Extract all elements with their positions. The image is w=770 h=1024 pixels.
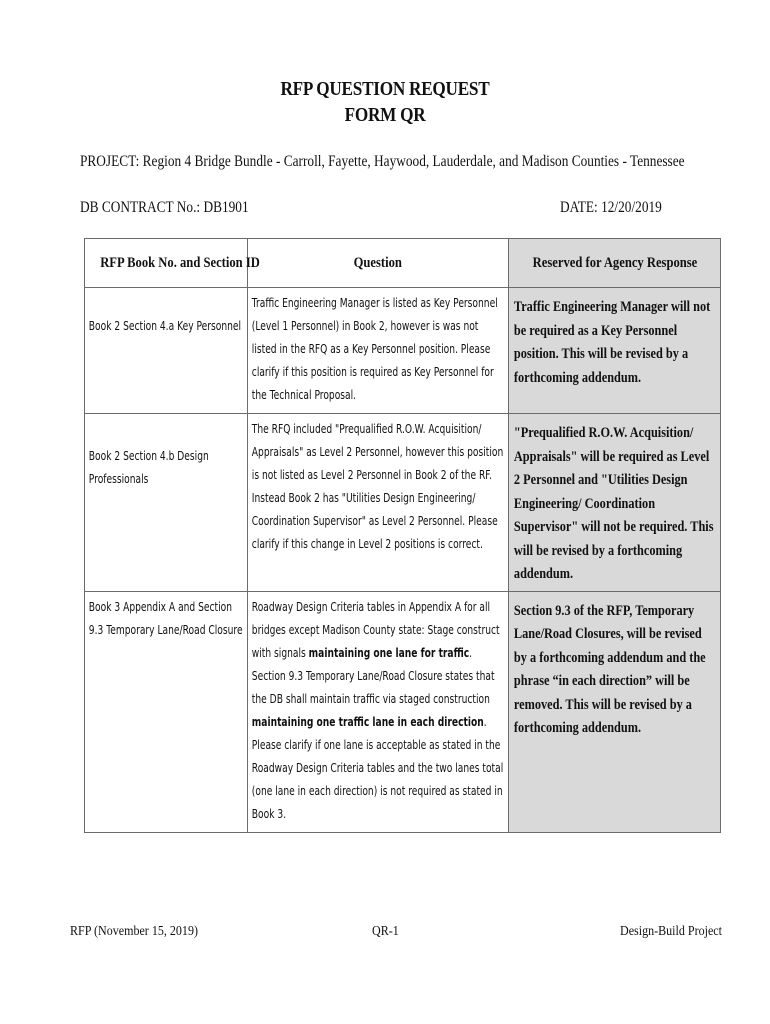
question-cell: The RFQ included "Prequalified R.O.W. Acquisition/ Appraisals" as Level 2 Personnel, however this position is not listed as Level 2 Personnel in Book 2 of the RF. Instead Book 2 has "Utilities Design Engineering/ Coordination Supervisor" as Level 2 Personnel. Please clarify if this change in Level 2 positions is correct.	[248, 414, 509, 592]
form-title-line2: FORM QR	[344, 104, 426, 126]
footer-rfp-date: RFP (November 15, 2019)	[70, 924, 198, 939]
response-cell: "Prequalified R.O.W. Acquisition/ Appraisals" will be required as Level 2 Personnel and "Utilities Design Engineering/ Coordination Supervisor" will not be required. This will be revised by a forthcoming addendum.	[509, 414, 721, 592]
header-question: Question	[248, 239, 509, 288]
question-cell: Traffic Engineering Manager is listed as Key Personnel (Level 1 Personnel) in Book 2, however is was not listed in the RFQ as a Key Personnel position. Please clarify if this position is required as Key Personnel for the Technical Proposal.	[248, 288, 509, 414]
table-row	[85, 591, 721, 832]
question-cell: Roadway Design Criteria tables in Appendix A for all bridges except Madison County state: Stage construct with signals maintaining one lane for traffic. Section 9.3 Temporary Lane/Road Closure states that the DB shall maintain traffic via staged construction maintaining one traffic lane in each direction. Please clarify if one lane is acceptable as stated in the Roadway Design Criteria tables and the two lanes total (one lane in each direction) is not required as stated in Book 3.	[248, 591, 509, 832]
form-title	[0, 76, 770, 128]
emphasis-text: maintaining one lane for traffic	[308, 645, 470, 660]
question-table	[84, 238, 721, 833]
header-agency-response: Reserved for Agency Response	[509, 239, 721, 288]
footer-project-type: Design-Build Project	[620, 924, 723, 939]
emphasis-text: maintaining one traffic lane in each direction	[251, 714, 484, 729]
project-line: PROJECT: Region 4 Bridge Bundle - Carroll, Fayette, Haywood, Lauderdale, and Madison Counties - Tennessee	[80, 153, 685, 170]
table-row	[85, 288, 721, 414]
form-title-line1: RFP QUESTION REQUEST	[280, 78, 490, 100]
section-cell: Book 2 Section 4.b Design Professionals	[85, 414, 248, 592]
contract-number: DB CONTRACT No.: DB1901	[80, 199, 249, 216]
table-header-row	[85, 239, 721, 288]
header-section-id: RFP Book No. and Section ID	[85, 239, 248, 288]
section-cell: Book 2 Section 4.a Key Personnel	[85, 288, 248, 414]
footer-page-number: QR-1	[372, 924, 399, 939]
response-cell: Section 9.3 of the RFP, Temporary Lane/Road Closures, will be revised by a forthcoming addendum and the phrase “in each direction” will be removed. This will be revised by a forthcoming addendum.	[509, 591, 721, 832]
response-cell: Traffic Engineering Manager will not be required as a Key Personnel position. This will be revised by a forthcoming addendum.	[509, 288, 721, 414]
form-date: DATE: 12/20/2019	[560, 199, 662, 216]
section-cell: Book 3 Appendix A and Section 9.3 Temporary Lane/Road Closure	[85, 591, 248, 832]
table-row	[85, 414, 721, 592]
